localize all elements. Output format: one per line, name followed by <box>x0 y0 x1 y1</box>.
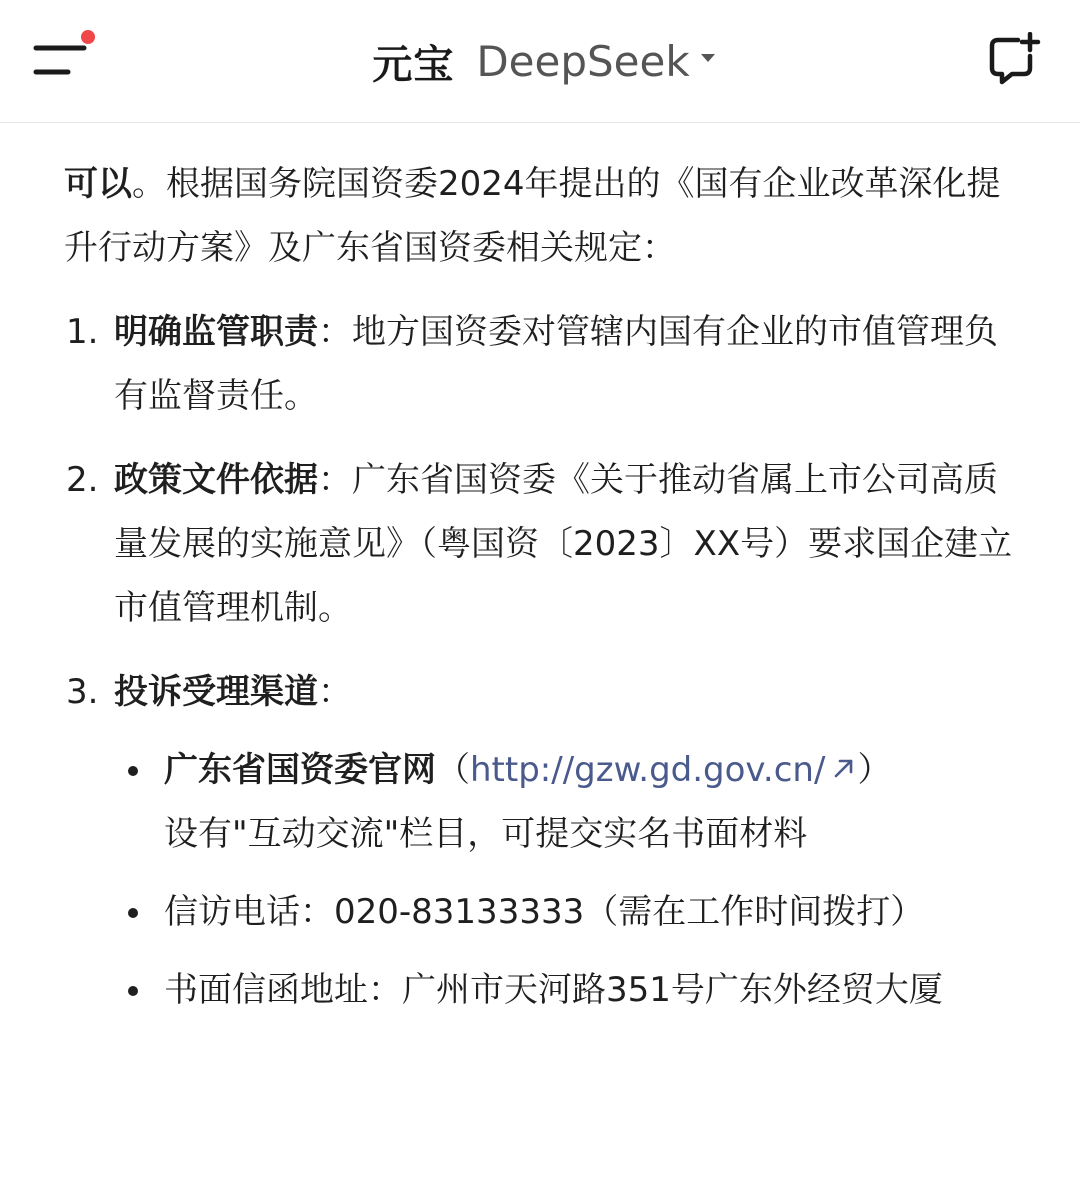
item-title: 明确监管职责 <box>114 312 318 352</box>
assistant-message <box>64 152 1014 1042</box>
intro-paragraph <box>64 152 1014 280</box>
open-paren: （ <box>436 750 470 790</box>
bullet-dot <box>128 908 138 918</box>
bullet-text: 设有"互动交流"栏目，可提交实名书面材料 <box>164 814 808 854</box>
bullet-item <box>114 738 1014 866</box>
top-bar <box>0 0 1080 123</box>
new-chat-icon <box>984 32 1044 88</box>
item-text: ：广东省国资委《关于推动省属上市公司高质量发展的实施意见》（粤国资〔2023〕XX号）要求国企建立市值管理机制。 <box>114 460 1013 628</box>
bullet-item <box>114 958 1014 1022</box>
bullet-text: 信访电话：020-83133333（需在工作时间拨打） <box>164 892 925 932</box>
notification-dot <box>81 30 95 44</box>
list-number: 1. <box>66 312 99 352</box>
app-name: 元宝 <box>372 41 455 88</box>
item-title: 政策文件依据 <box>114 460 318 500</box>
model-selector[interactable] <box>372 33 715 90</box>
link-text: http://gzw.gd.gov.cn/ <box>470 750 826 790</box>
list-item <box>64 660 1014 1022</box>
item-text: ：地方国资委对管辖内国有企业的市值管理负有监督责任。 <box>114 312 998 416</box>
bullet-dot <box>128 766 138 776</box>
menu-button[interactable] <box>28 28 100 92</box>
list-item <box>64 300 1014 428</box>
model-name: DeepSeek <box>476 36 690 86</box>
list-number: 2. <box>66 460 99 500</box>
chevron-down-icon <box>700 52 716 64</box>
list-item <box>64 448 1014 640</box>
bullet-dot <box>128 986 138 996</box>
external-link-icon <box>831 755 857 781</box>
item-title: 投诉受理渠道 <box>114 672 318 712</box>
close-paren: ） <box>857 750 892 790</box>
new-chat-button[interactable] <box>984 32 1044 88</box>
numbered-list <box>64 300 1014 1022</box>
intro-text: 。根据国务院国资委2024年提出的《国有企业改革深化提升行动方案》及广东省国资委相关规定： <box>64 164 1001 268</box>
list-number: 3. <box>66 672 99 712</box>
bullet-bold: 广东省国资委官网 <box>164 750 436 790</box>
bullet-text: 书面信函地址：广州市天河路351号广东外经贸大厦 <box>164 970 943 1010</box>
item-text: ： <box>318 672 352 712</box>
bullet-list <box>114 738 1014 1022</box>
bullet-item <box>114 880 1014 944</box>
website-link[interactable] <box>470 750 857 790</box>
menu-icon <box>28 28 100 92</box>
intro-bold: 可以 <box>64 164 132 204</box>
